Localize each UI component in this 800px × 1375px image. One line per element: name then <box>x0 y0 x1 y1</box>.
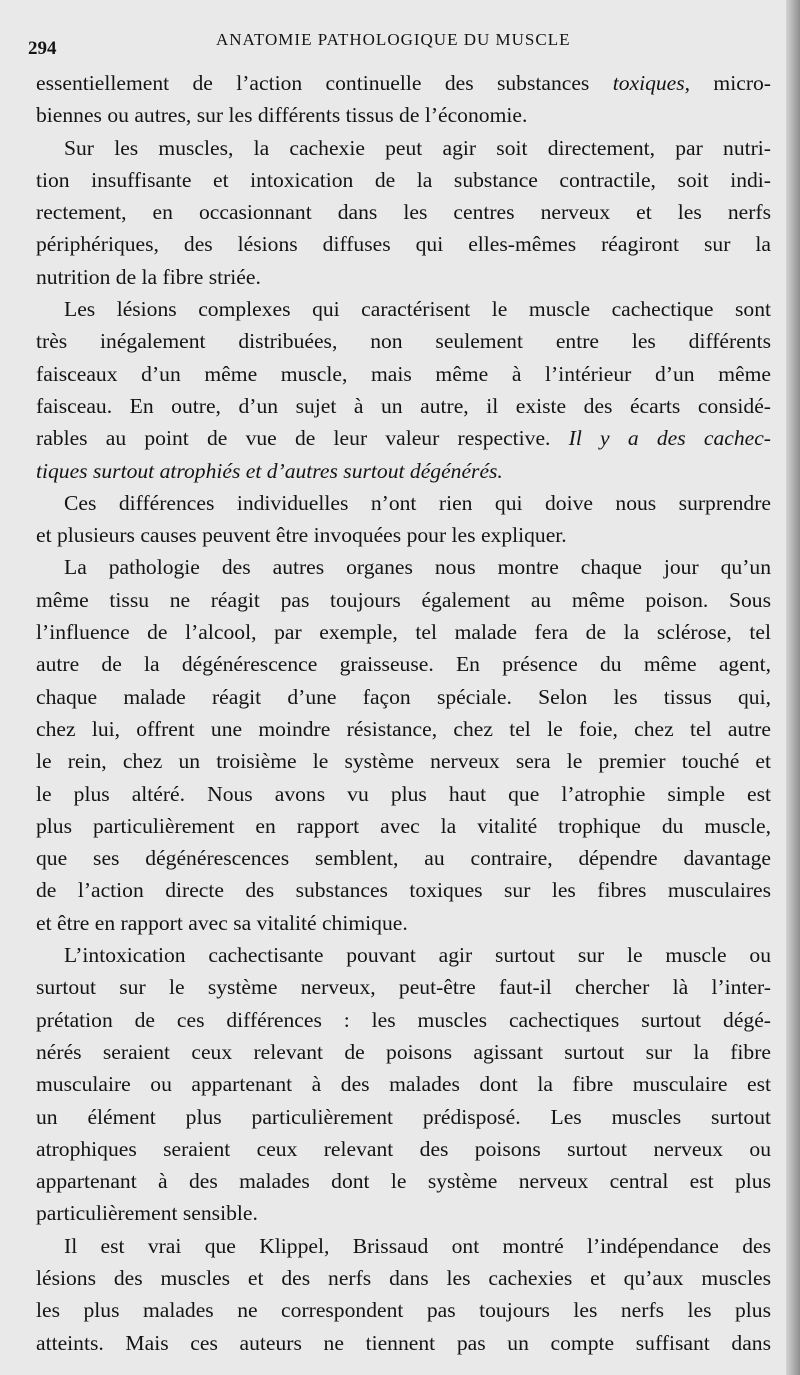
text-line <box>36 1133 771 1165</box>
text-line <box>36 971 771 1003</box>
text-line <box>36 1036 771 1068</box>
text-line-roman: Ces différences individuelles n’ont rien qui doive nous surprendre <box>64 490 771 515</box>
text-line-roman: et être en rapport avec sa vitalité chimique. <box>36 910 408 935</box>
text-line-roman: Sur les muscles, la cachexie peut agir soit directement, par nutri- <box>64 135 771 160</box>
text-line <box>36 1262 771 1294</box>
text-line-italic: Il y a des cachec- <box>568 426 771 451</box>
text-line <box>36 422 771 454</box>
text-line-roman: que ses dégénérescences semblent, au contraire, dépendre davantage <box>36 846 771 871</box>
text-line-roman: même tissu ne réagit pas toujours également au même poison. Sous <box>36 587 771 612</box>
text-line <box>36 390 771 422</box>
text-line <box>36 1327 771 1359</box>
text-line-italic: toxiques <box>612 71 685 95</box>
text-line-roman: rectement, en occasionnant dans les centres nerveux et les nerfs <box>36 200 771 225</box>
text-line-roman: périphériques, des lésions diffuses qui elles-mêmes réagiront sur la <box>36 232 771 257</box>
text-line-roman: faisceau. En outre, d’un sujet à un autre, il existe des écarts considé- <box>36 393 771 418</box>
text-line-roman: et plusieurs causes peuvent être invoquées pour les expliquer. <box>36 523 567 548</box>
text-line <box>36 842 771 874</box>
text-line-roman: de l’action directe des substances toxiques sur les fibres musculaires <box>36 878 771 903</box>
text-line-roman: chaque malade réagit d’une façon spéciale. Selon les tissus qui, <box>36 684 771 709</box>
text-line <box>36 293 771 325</box>
body-text <box>36 67 771 1359</box>
text-line <box>36 1068 771 1100</box>
text-line <box>36 132 771 164</box>
text-line-roman: plus particulièrement en rapport avec la vitalité trophique du muscle, <box>36 813 771 838</box>
text-line-tail: , micro- <box>684 71 771 95</box>
text-line-roman: les plus malades ne correspondent pas toujours les nerfs les plus <box>36 1298 771 1323</box>
text-line <box>36 648 771 680</box>
text-line-roman: L’intoxication cachectisante pouvant agir surtout sur le muscle ou <box>64 943 771 968</box>
text-line-roman: particulièrement sensible. <box>36 1201 258 1226</box>
text-line-roman: l’influence de l’alcool, par exemple, tel malade fera de la sclérose, tel <box>36 620 771 645</box>
text-line <box>36 745 771 777</box>
text-line <box>36 584 771 616</box>
text-line <box>36 1004 771 1036</box>
text-line-roman: le rein, chez un troisième le système nerveux sera le premier touché et <box>36 749 771 774</box>
text-line-roman: prétation de ces différences : les muscles cachectiques surtout dégé- <box>36 1007 771 1032</box>
text-line-roman: très inégalement distribuées, non seulement entre les différents <box>36 329 771 354</box>
text-line <box>36 551 771 583</box>
text-line <box>36 681 771 713</box>
text-line-roman: appartenant à des malades dont le système nerveux central est plus <box>36 1169 771 1194</box>
text-line-roman: biennes ou autres, sur les différents tissus de l’économie. <box>36 103 528 128</box>
text-line <box>36 196 771 228</box>
running-head <box>28 30 768 58</box>
text-line-roman: Il est vrai que Klippel, Brissaud ont montré l’indépendance des <box>64 1233 771 1258</box>
text-line-roman: nérés seraient ceux relevant de poisons agissant surtout sur la fibre <box>36 1039 771 1064</box>
text-line-roman: autre de la dégénérescence graisseuse. En présence du même agent, <box>36 652 771 677</box>
text-line-roman: atteints. Mais ces auteurs ne tiennent pas un compte suffisant dans <box>36 1330 771 1355</box>
text-line-italic: tiques surtout atrophiés et d’autres surtout dégénérés. <box>36 458 503 483</box>
text-line-roman: essentiellement de l’action continuelle des substances <box>36 71 613 95</box>
text-line-roman: le plus altéré. Nous avons vu plus haut que l’atrophie simple est <box>36 781 771 806</box>
text-line <box>36 713 771 745</box>
text-line-roman: nutrition de la fibre striée. <box>36 264 261 289</box>
text-line <box>36 1101 771 1133</box>
text-line-roman: surtout sur le système nerveux, peut-être faut-il chercher là l’inter- <box>36 975 771 1000</box>
text-line-roman: La pathologie des autres organes nous montre chaque jour qu’un <box>64 555 771 580</box>
text-line <box>36 907 771 939</box>
text-line-roman: atrophiques seraient ceux relevant des poisons surtout nerveux ou <box>36 1136 771 1161</box>
text-line-roman: rables au point de vue de leur valeur respective. <box>36 426 569 451</box>
page-number: 294 <box>28 38 57 59</box>
running-title: ANATOMIE PATHOLOGIQUE DU MUSCLE <box>216 30 571 49</box>
text-line <box>36 358 771 390</box>
text-line-roman: musculaire ou appartenant à des malades dont la fibre musculaire est <box>36 1072 771 1097</box>
text-line <box>36 1294 771 1326</box>
text-line <box>36 874 771 906</box>
text-line <box>36 261 771 293</box>
text-line <box>36 99 771 131</box>
text-line <box>36 455 771 487</box>
text-line <box>36 487 771 519</box>
text-line <box>36 67 771 99</box>
text-line <box>36 1165 771 1197</box>
text-line <box>36 325 771 357</box>
text-line <box>36 810 771 842</box>
text-line <box>36 939 771 971</box>
text-line-roman: tion insuffisante et intoxication de la substance contractile, soit indi- <box>36 167 771 192</box>
text-line-roman: chez lui, offrent une moindre résistance, chez tel le foie, chez tel autre <box>36 716 771 741</box>
text-line-roman: faisceaux d’un même muscle, mais même à l’intérieur d’un même <box>36 361 771 386</box>
text-line-roman: un élément plus particulièrement prédisposé. Les muscles surtout <box>36 1104 771 1129</box>
text-line-roman: Les lésions complexes qui caractérisent le muscle cachectique sont <box>64 297 771 322</box>
text-line <box>36 1197 771 1229</box>
text-line <box>36 1230 771 1262</box>
text-line <box>36 228 771 260</box>
text-line-roman: lésions des muscles et des nerfs dans les cachexies et qu’aux muscles <box>36 1265 771 1290</box>
text-line <box>36 778 771 810</box>
text-line <box>36 164 771 196</box>
text-line <box>36 519 771 551</box>
text-line <box>36 616 771 648</box>
